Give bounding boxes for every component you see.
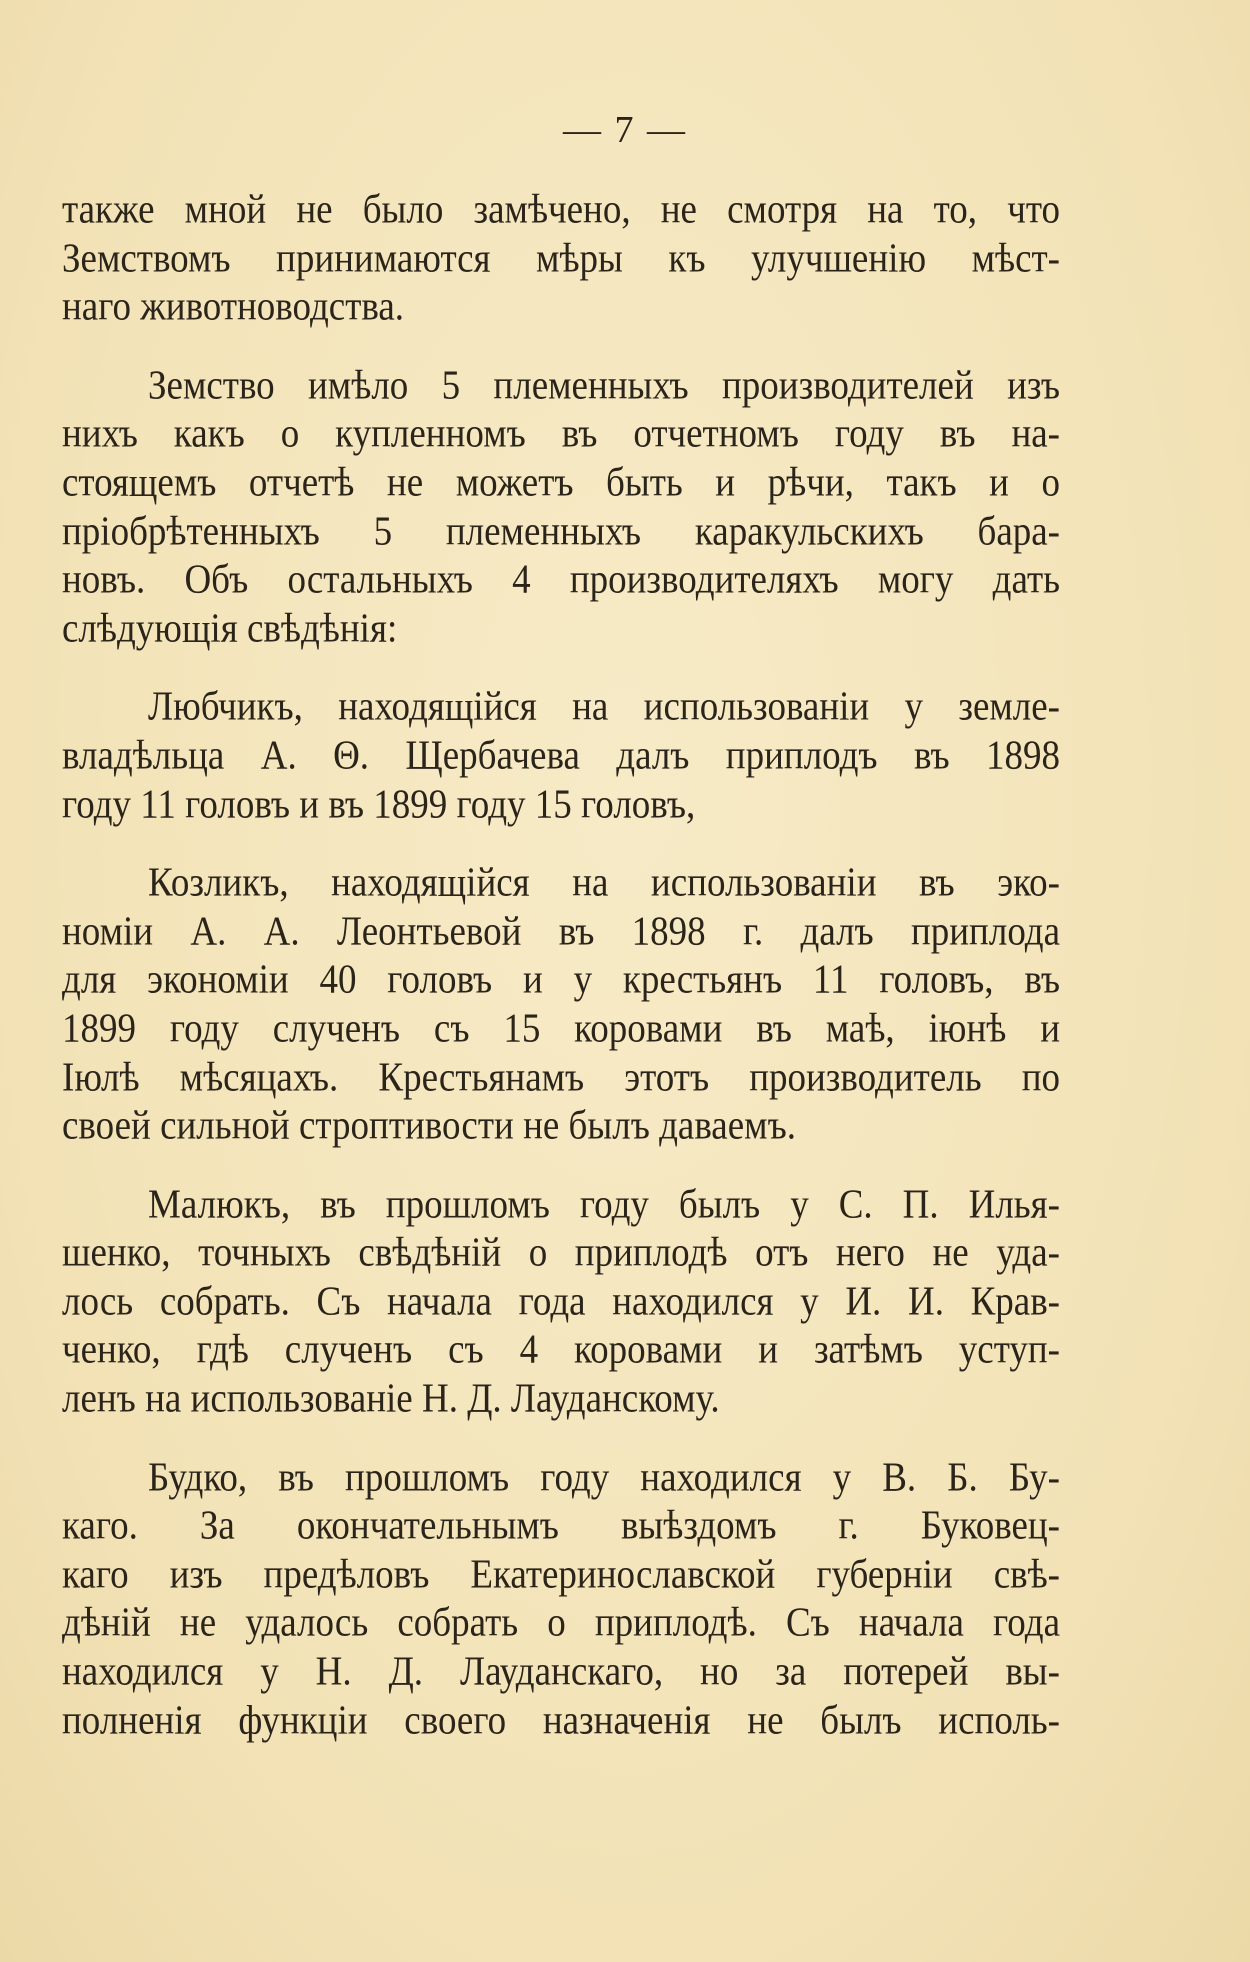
text-line: нихъ какъ о купленномъ въ отчетномъ году въ на- bbox=[62, 410, 1060, 457]
text-line: Земство имѣло 5 племенныхъ производителей изъ bbox=[148, 362, 1060, 409]
paragraph bbox=[62, 362, 1060, 654]
text-line: лось собрать. Съ начала года находился у И. И. Крав- bbox=[62, 1278, 1060, 1325]
text-line: 1899 году слученъ съ 15 коровами въ маѣ, іюнѣ и bbox=[62, 1005, 1060, 1052]
text-line: находился у Н. Д. Лауданскаго, но за потерей вы- bbox=[62, 1648, 1060, 1695]
text-line: слѣдующія свѣдѣнія: bbox=[62, 605, 398, 652]
text-line: также мной не было замѣчено, не смотря на то, что bbox=[62, 186, 1060, 233]
paragraph bbox=[62, 186, 1060, 332]
text-line: владѣльца А. Θ. Щербачева далъ приплодъ въ 1898 bbox=[62, 732, 1060, 779]
text-line: ченко, гдѣ слученъ съ 4 коровами и затѣмъ уступ- bbox=[62, 1326, 1060, 1373]
text-line: стоящемъ отчетѣ не можетъ быть и рѣчи, такъ и о bbox=[62, 459, 1060, 506]
text-line: году 11 головъ и въ 1899 году 15 головъ, bbox=[62, 780, 696, 827]
page-number: — 7 — bbox=[563, 109, 687, 151]
page-body-text bbox=[62, 186, 1060, 1775]
text-line: Іюлѣ мѣсяцахъ. Крестьянамъ этотъ производитель по bbox=[62, 1053, 1060, 1100]
text-line: наго животноводства. bbox=[62, 283, 405, 330]
text-line: Земствомъ принимаются мѣры къ улучшенію мѣст- bbox=[62, 235, 1060, 281]
text-line: полненія функціи своего назначенія не былъ исполь- bbox=[62, 1697, 1060, 1743]
paragraph bbox=[62, 859, 1060, 1151]
text-line: Любчикъ, находящійся на использованіи у земле- bbox=[148, 683, 1060, 730]
text-line: пріобрѣтенныхъ 5 племенныхъ каракульскихъ бара- bbox=[62, 508, 1060, 554]
paragraph bbox=[62, 1454, 1060, 1746]
text-line: для экономіи 40 головъ и у крестьянъ 11 головъ, въ bbox=[62, 956, 1060, 1003]
text-line: своей сильной строптивости не былъ даваемъ. bbox=[62, 1102, 796, 1149]
text-line: Будко, въ прошломъ году находился у В. Б. Бу- bbox=[148, 1454, 1060, 1501]
paragraph bbox=[62, 1181, 1060, 1424]
text-line: каго изъ предѣловъ Екатеринославской губерніи свѣ- bbox=[62, 1551, 1060, 1598]
text-line: Козликъ, находящійся на использованіи въ эко- bbox=[148, 859, 1060, 906]
paragraph bbox=[62, 683, 1060, 829]
text-line: ленъ на использованіе Н. Д. Лауданскому. bbox=[62, 1375, 720, 1422]
text-line: шенко, точныхъ свѣдѣній о приплодѣ отъ него не уда- bbox=[62, 1229, 1060, 1276]
text-line: Малюкъ, въ прошломъ году былъ у С. П. Илья- bbox=[148, 1181, 1060, 1228]
text-line: дѣній не удалось собрать о приплодѣ. Съ начала года bbox=[62, 1599, 1060, 1646]
text-line: новъ. Объ остальныхъ 4 производителяхъ могу дать bbox=[62, 556, 1060, 603]
text-line: каго. За окончательнымъ выѣздомъ г. Буковец- bbox=[62, 1502, 1060, 1549]
text-line: номіи А. А. Леонтьевой въ 1898 г. далъ приплода bbox=[62, 908, 1060, 955]
